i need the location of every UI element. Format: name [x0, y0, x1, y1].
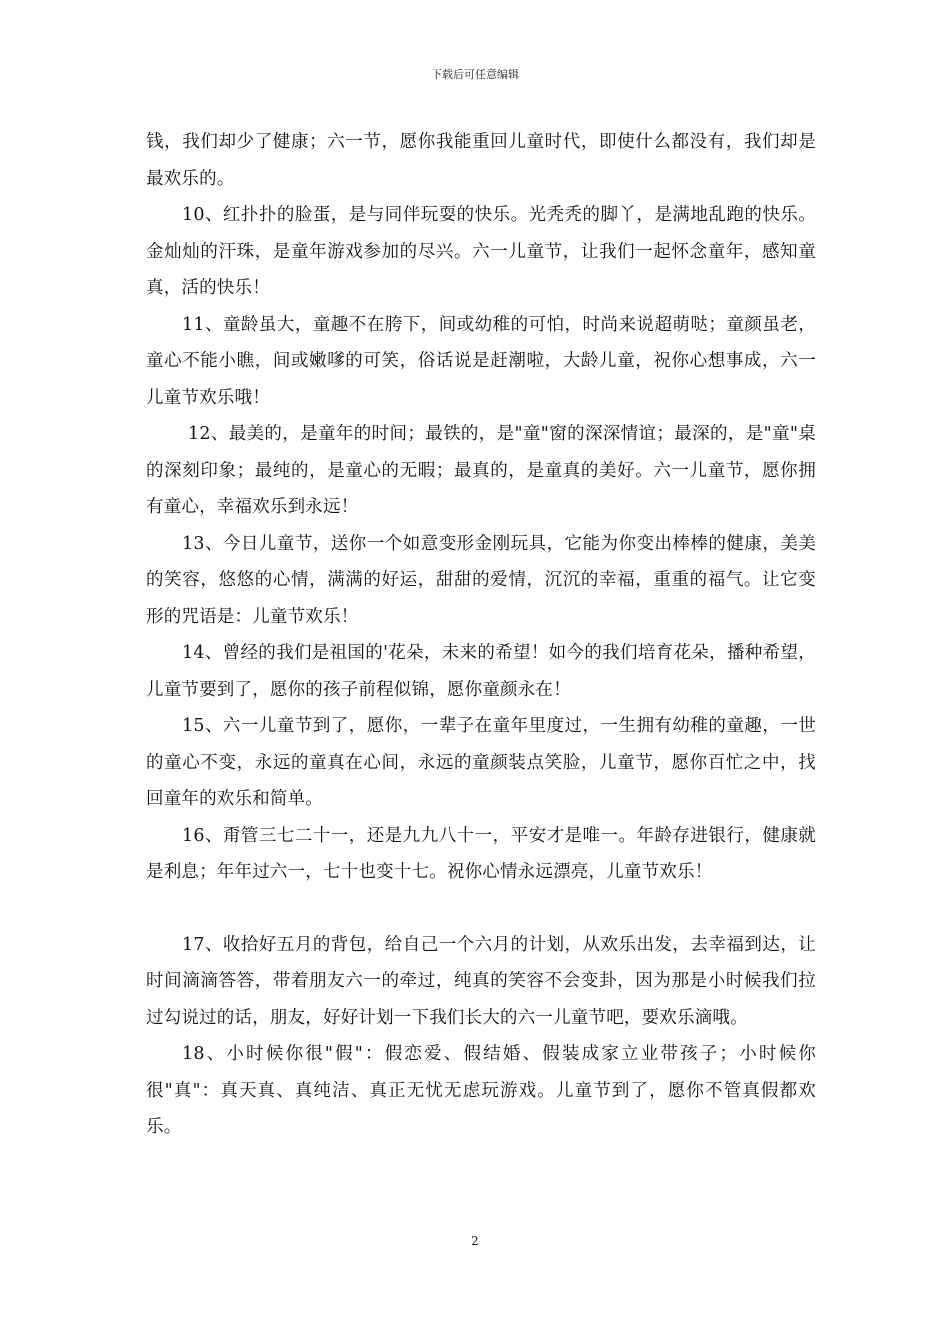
paragraph-12: 12、最美的，是童年的时间；最铁的，是"童"窗的深深情谊；最深的，是"童"桌的深刻印象；最纯的，是童心的无暇；最真的，是童真的美好。六一儿童节，愿你拥有童心，幸福欢乐到永远！ [146, 424, 816, 517]
paragraph-11: 11、童龄虽大，童趣不在胯下，间或幼稚的可怕，时尚来说超萌哒；童颜虽老，童心不能小瞧，间或嫩嗲的可笑，俗话说是赶潮啦，大龄儿童，祝你心想事成，六一儿童节欢乐哦！ [146, 314, 816, 408]
paragraph-15: 15、六一儿童节到了，愿你，一辈子在童年里度过，一生拥有幼稚的童趣，一世的童心不变，永远的童真在心间，永远的童颜装点笑脸，儿童节，愿你百忙之中，找回童年的欢乐和简单。 [146, 716, 816, 809]
paragraph-13: 13、今日儿童节，送你一个如意变形金刚玩具，它能为你变出棒棒的健康，美美的笑容，悠悠的心情，满满的好运，甜甜的爱情，沉沉的幸福，重重的福气。让它变形的咒语是：儿童节欢乐！ [146, 533, 816, 627]
page-number: 2 [471, 1234, 479, 1248]
document-body [146, 124, 816, 1146]
paragraph-18: 18、小时候你很"假"：假恋爱、假结婚、假装成家立业带孩子；小时候你很"真"：真天真、真纯洁、真正无忧无虑玩游戏。儿童节到了，愿你不管真假都欢乐。 [146, 1044, 816, 1137]
paragraph-continuation: 钱，我们却少了健康；六一节，愿你我能重回儿童时代，即使什么都没有，我们却是最欢乐的。 [146, 132, 816, 189]
page-header: 下载后可任意编辑 [431, 68, 519, 81]
paragraph-spacer [146, 891, 816, 927]
paragraph-14: 14、曾经的我们是祖国的'花朵，未来的希望！如今的我们培育花朵，播种希望，儿童节要到了，愿你的孩子前程似锦，愿你童颜永在！ [146, 643, 816, 700]
paragraph-17: 17、收拾好五月的背包，给自己一个六月的计划，从欢乐出发，去幸福到达，让时间滴滴答答，带着朋友六一的牵过，纯真的笑容不会变卦，因为那是小时候我们拉过勾说过的话，朋友，好好计划一下我们长大的六一儿童节吧，要欢乐滴哦。 [146, 934, 816, 1028]
paragraph-16: 16、甭管三七二十一，还是九九八十一，平安才是唯一。年龄存进银行，健康就是利息；年年过六一，七十也变十七。祝你心情永远漂亮，儿童节欢乐！ [146, 825, 816, 882]
paragraph-10: 10、红扑扑的脸蛋，是与同伴玩耍的快乐。光秃秃的脚丫，是满地乱跑的快乐。金灿灿的汗珠，是童年游戏参加的尽兴。六一儿童节，让我们一起怀念童年，感知童真，活的快乐！ [146, 205, 816, 298]
